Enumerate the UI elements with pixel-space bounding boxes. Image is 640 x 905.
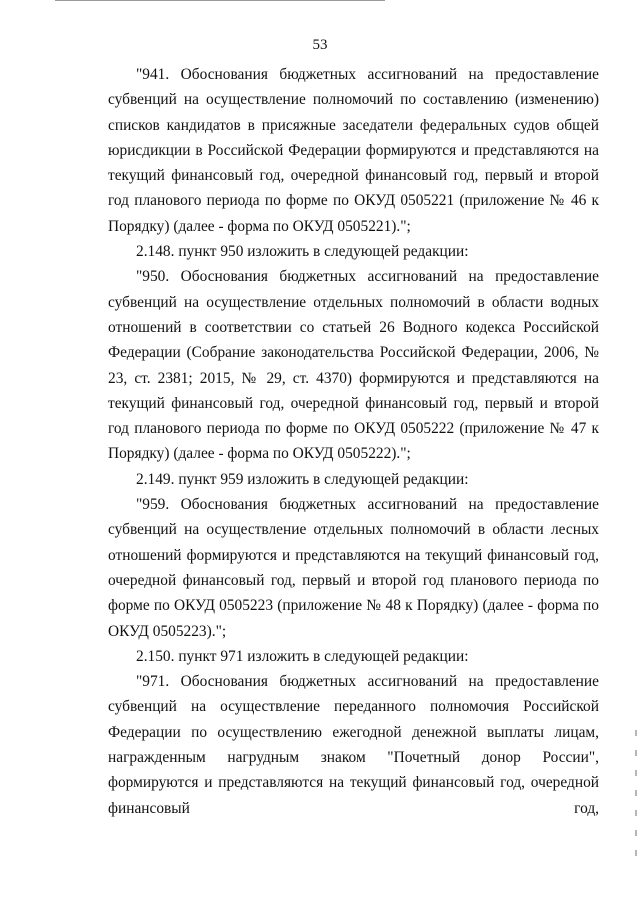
page-number: 53 (312, 37, 328, 53)
scan-mark (635, 770, 637, 776)
paragraph-amendment-2-148: 2.148. пункт 950 изложить в следующей редакции: (136, 243, 469, 261)
paragraph-amendment-2-150: 2.150. пункт 971 изложить в следующей редакции: (136, 647, 469, 665)
scan-mark (635, 850, 637, 856)
paragraph-950: "950. Обоснования бюджетных ассигнований на предоставление субвенций на осуществление отдельных полномочий в области водных отношений в соответствии со статьей 26 Водного кодекса Российской Федерации (Собрание законодательства Российской Федерации, 2006, № 23, ст. 2381; 2015, № 29, ст. 4370) формируются и представляются на текущий финансовый год, очередной финансовый год, первый и второй год планового периода по форме по ОКУД 0505222 (приложение № 47 к Порядку) (далее - форма по ОКУД 0505222)."; (108, 268, 599, 463)
paragraph-959: "959. Обоснования бюджетных ассигнований на предоставление субвенций на осуществление отдельных полномочий в области лесных отношений формируются и представляются на текущий финансовый год, очередной финансовый год, первый и второй год планового периода по форме по ОКУД 0505223 (приложение № 48 к Порядку) (далее - форма по ОКУД 0505223)."; (108, 496, 599, 640)
paragraph-971: "971. Обоснования бюджетных ассигнований на предоставление субвенций на осуществление переданного полномочия Российской Федерации по осуществлению ежегодной денежной выплаты лицам, награжденным нагрудным знаком "Почетный донор России", формируются и представляются на текущий финансовый год, очередной финансовый год, (108, 673, 599, 817)
top-rule (55, 0, 385, 1)
scan-mark (635, 750, 637, 756)
document-body (108, 62, 599, 821)
scan-mark (635, 790, 637, 796)
paragraph-amendment-2-149: 2.149. пункт 959 изложить в следующей редакции: (136, 470, 469, 488)
scan-mark (635, 810, 637, 816)
scan-mark (635, 830, 637, 836)
paragraph-941: "941. Обоснования бюджетных ассигнований на предоставление субвенций на осуществление полномочий по составлению (изменению) списков кандидатов в присяжные заседатели федеральных судов общей юрисдикции в Российской Федерации формируются и представляются на текущий финансовый год, очередной финансовый год, первый и второй год планового периода по форме по ОКУД 0505221 (приложение № 46 к Порядку) (далее - форма по ОКУД 0505221)."; (108, 66, 599, 235)
scan-edge-marks (634, 730, 638, 880)
scan-mark (635, 730, 637, 736)
